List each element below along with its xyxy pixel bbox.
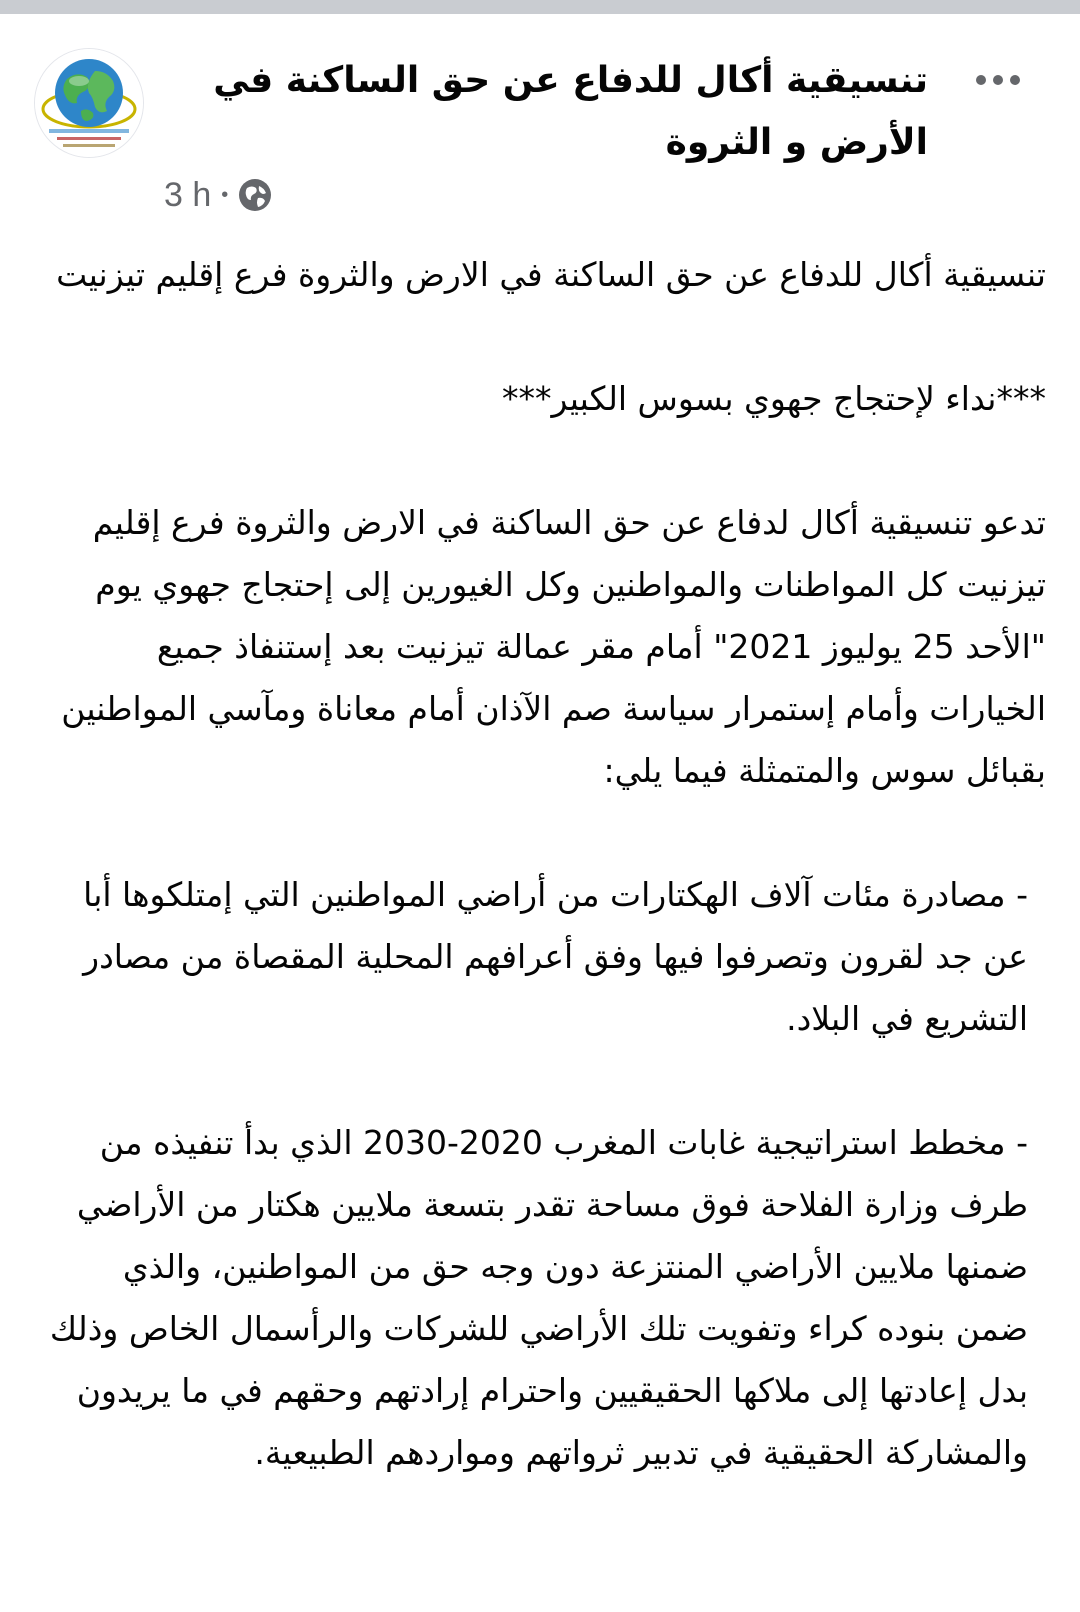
post-paragraph: - مصادرة مئات آلاف الهكتارات من أراضي المواطنين التي إمتلكوها أبا عن جد لقرون وتصرفوا فيها وفق أعرافهم المحلية المقصاة من مصادر التشريع في البلاد.	[83, 875, 1028, 1038]
post-paragraph: تدعو تنسيقية أكال لدفاع عن حق الساكنة في الارض والثروة فرع إقليم تيزنيت كل المواطنات والمواطنين وكل الغيورين إلى إحتجاج جهوي يوم "الأحد 25 يوليوز 2021" أمام مقر عمالة تيزنيت بعد إستنفاذ جميع الخيارات وأمام إستمرار سياسة صم الآذان أمام معاناة ومآسي المواطنين بقبائل سوس والمتمثلة فيما يلي:	[61, 503, 1046, 790]
more-dots-icon	[976, 75, 986, 85]
meta-separator: •	[221, 183, 229, 206]
timestamp[interactable]: 3 h	[164, 175, 212, 214]
top-divider	[0, 0, 1080, 14]
post-meta	[164, 174, 272, 216]
post-text	[46, 244, 1046, 1546]
globe-logo-icon	[35, 49, 143, 157]
globe-icon[interactable]	[238, 178, 272, 212]
more-dots-icon	[993, 75, 1003, 85]
post-paragraph: تنسيقية أكال للدفاع عن حق الساكنة في الارض والثروة فرع إقليم تيزنيت	[56, 255, 1046, 294]
page-name[interactable]: تنسيقية أكال للدفاع عن حق الساكنة في الأرض و الثروة	[213, 60, 928, 163]
post-paragraph: ***نداء لإحتجاج جهوي بسوس الكبير***	[501, 379, 1046, 418]
post-header	[0, 14, 1080, 234]
more-options-button[interactable]	[966, 60, 1030, 100]
post-paragraph: - مخطط استراتيجية غابات المغرب 2020-2030 الذي بدأ تنفيذه من طرف وزارة الفلاحة فوق مساحة تقدر بتسعة ملايين هكتار من الأراضي ضمنها ملايين الأراضي المنتزعة دون وجه حق من المواطنين، والذي ضمن بنوده كراء وتفويت تلك الأراضي للشركات والرأسمال الخاص وذلك بدل إعادتها إلى ملاكها الحقيقيين واحترام إرادتهم وحقهم في ما يريدون والمشاركة الحقيقية في تدبير ثرواتهم ومواردهم الطبيعية.	[49, 1123, 1028, 1472]
more-dots-icon	[1010, 75, 1020, 85]
